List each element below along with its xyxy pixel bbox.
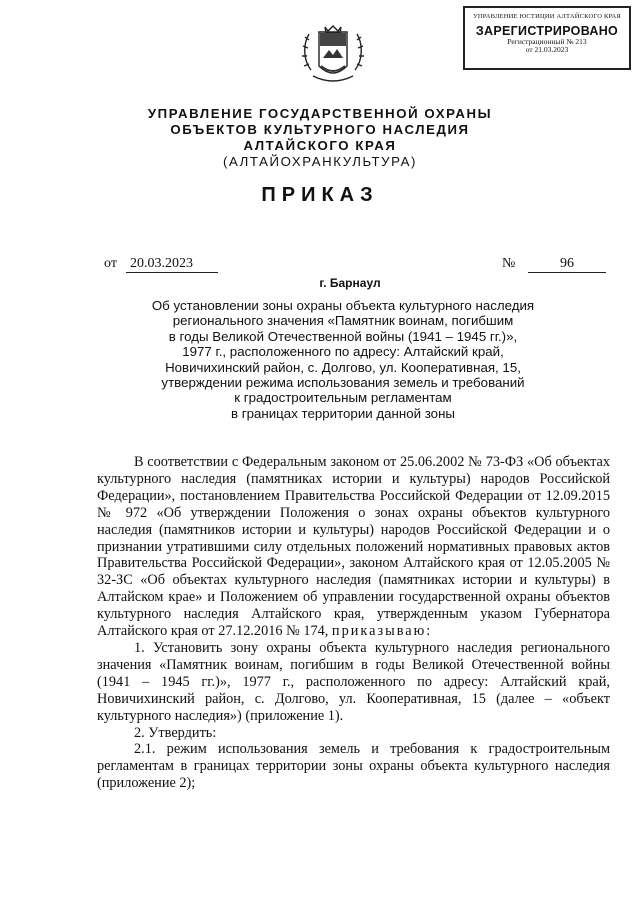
subject-line: регионального значения «Памятник воинам, погибшим — [172, 313, 514, 329]
item-2-1: 2.1. режим использования земель и требования к градостроительным регламентам в границах территории зоны охраны объекта культурного наследия (приложение 2); — [97, 741, 610, 792]
document-number: 96 — [528, 256, 606, 273]
city: г. Барнаул — [319, 276, 381, 290]
org-line-3: АЛТАЙСКОГО КРАЯ — [243, 138, 397, 153]
document-subject — [100, 298, 586, 421]
subject-line: Новичихинский район, с. Долгово, ул. Кооперативная, 15, — [165, 359, 521, 375]
subject-line: 1977 г., расположенного по адресу: Алтайский край, — [182, 344, 504, 360]
date-label: от — [104, 256, 117, 271]
document-body — [97, 454, 610, 792]
org-line-2: ОБЪЕКТОВ КУЛЬТУРНОГО НАСЛЕДИЯ — [170, 122, 470, 137]
subject-line: к градостроительным регламентам — [234, 390, 452, 406]
preamble-paragraph — [97, 454, 610, 640]
stamp-reg-date: от 21.03.2023 — [525, 45, 569, 54]
coat-of-arms-icon — [299, 20, 367, 90]
stamp-org: УПРАВЛЕНИЕ ЮСТИЦИИ АЛТАЙСКОГО КРАЯ — [473, 13, 621, 20]
document-date: 20.03.2023 — [126, 256, 218, 273]
document-type: ПРИКАЗ — [261, 184, 379, 206]
subject-line: утверждении режима использования земель и требований — [161, 375, 525, 391]
item-2: 2. Утвердить: — [134, 724, 217, 741]
number-label: № — [502, 256, 516, 271]
order-word: приказываю: — [331, 623, 433, 640]
org-abbreviation: (АЛТАЙОХРАНКУЛЬТУРА) — [222, 154, 417, 169]
registration-stamp — [463, 6, 631, 70]
subject-line: Об установлении зоны охраны объекта культурного наследия — [151, 298, 535, 313]
stamp-title: ЗАРЕГИСТРИРОВАНО — [475, 24, 619, 38]
item-1: 1. Установить зону охраны объекта культурного наследия регионального значения «Памятник воинам, погибшим в годы Великой Отечественной войны (1941 – 1945 гг.)», 1977 г., расположенного по адресу: Алтайский край, Новичихинский район, с. Долгово, ул. Кооперативная, 15 (далее – «объект культурного наследия») (приложение 1). — [97, 639, 610, 724]
preamble-text: В соответствии с Федеральным законом от 25.06.2002 № 73-ФЗ «Об объектах культурного наследия (памятниках истории и культуры) народов Российской Федерации», постановлением Правительства Российской Федерации от 12.09.2015 № 972 «Об утверждении Положения о зонах охраны объектов культурного наследия (памятников истории и культуры) народов Российской Федерации и о признании утратившими силу отдельных положений нормативных правовых актов Правительства Российской Федерации», законом Алтайского края от 12.05.2005 № 32-ЗС «Об объектах культурного наследия (памятниках истории и культуры) в Алтайском крае» и Положением об управлении государственной охраны объектов культурного наследия Алтайского края, утвержденным указом Губернатора Алтайского края от 27.12.2016 № 174, — [97, 454, 610, 640]
subject-line: в границах территории данной зоны — [231, 405, 455, 421]
org-line-1: УПРАВЛЕНИЕ ГОСУДАРСТВЕННОЙ ОХРАНЫ — [147, 106, 493, 121]
stamp-reg-number: Регистрационный № 213 — [507, 37, 587, 46]
subject-line: в годы Великой Отечественной войны (1941 – 1945 гг.)», — [168, 328, 518, 344]
organization-header — [0, 106, 640, 170]
